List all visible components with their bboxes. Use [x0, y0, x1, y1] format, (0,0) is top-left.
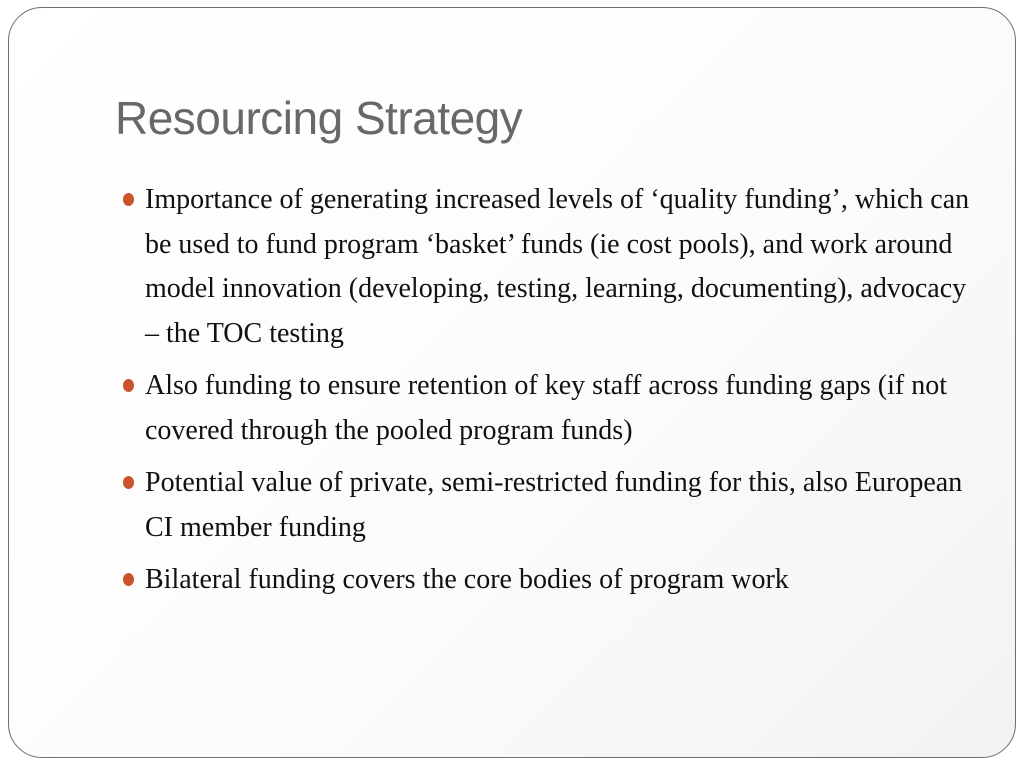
bullet-dot-icon — [123, 476, 134, 489]
bullet-dot-icon — [123, 193, 134, 206]
bullet-item — [145, 178, 975, 356]
bullet-dot-icon — [123, 379, 134, 392]
slide-title: Resourcing Strategy — [115, 92, 523, 144]
slide-frame — [8, 7, 1016, 758]
bullet-text: Bilateral funding covers the core bodies of program work — [145, 564, 789, 595]
bullet-dot-icon — [123, 573, 134, 586]
bullet-text: Potential value of private, semi-restricted funding for this, also European CI member funding — [145, 467, 963, 543]
bullet-item — [145, 364, 975, 453]
bullet-item — [145, 461, 975, 550]
bullet-text: Importance of generating increased levels of ‘quality funding’, which can be used to fund program ‘basket’ funds (ie cost pools), and work around model innovation (developing, testing, learning, documenting), advocacy – the TOC testing — [145, 184, 970, 349]
bullet-list — [145, 178, 975, 611]
bullet-text: Also funding to ensure retention of key staff across funding gaps (if not covered through the pooled program funds) — [145, 370, 947, 446]
bullet-item — [145, 558, 975, 603]
